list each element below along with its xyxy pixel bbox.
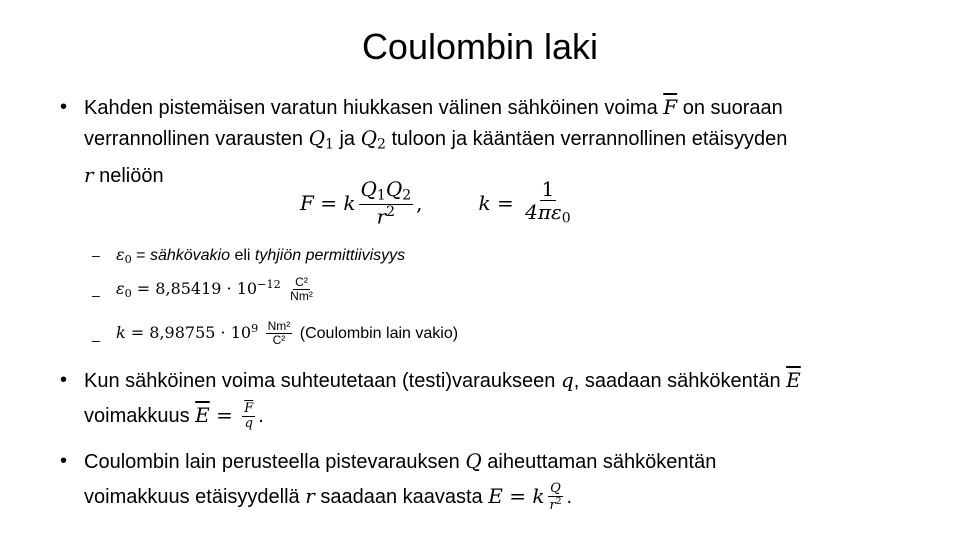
bullet-dot: • (60, 96, 68, 118)
bullet-2-text: Kun sähköinen voima suhteutetaan (testi)varaukseen q, saadaan sähkökentän $\overline{E}$ voimakkuus $\overline{E}$ = $\frac{\overline{F}}{q}$ . (84, 368, 801, 432)
sub-item-epsilon-value: $\varepsilon_0 = 8,85419 \cdot 10^{-12}$ $\frac{\text{C²}}{\text{Nm²}}$ (116, 275, 313, 304)
dash-marker: – (92, 247, 100, 263)
bullet-3-text: Coulombin lain perusteella pistevarauksen Q aiheuttaman sähkökentän voimakkuus etäisyydellä r saadaan kaavasta E = k $\frac{Q}{r^2}$ . (84, 449, 717, 514)
slide-title: Coulombin laki (361, 26, 599, 67)
dash-marker: – (92, 287, 100, 303)
dash-marker: – (92, 332, 100, 348)
bullet-dot: • (60, 450, 68, 472)
bullet-dot: • (60, 369, 68, 391)
sub-item-epsilon-def: $\varepsilon_0$ = sähkövakio eli tyhjiön permittiivisyys (116, 245, 406, 266)
coulomb-formula: F = k $\frac{Q_1Q_2}{r^2}$ , k = $\frac{1}{4\pi\varepsilon_0}$ (300, 177, 571, 229)
bullet-1-text: Kahden pistemäisen varatun hiukkasen välinen sähköinen voima $\overline{F}$ on suoraan verrannollinen varausten $Q_1$ ja $Q_2$ tuloon ja kääntäen verrannollinen etäisyyden r neliöön (84, 95, 788, 187)
sub-item-k-value: $k = 8,98755 \cdot 10^9$ $\frac{\text{Nm²}}{\text{C²}}$ (Coulombin lain vakio) (116, 319, 459, 348)
